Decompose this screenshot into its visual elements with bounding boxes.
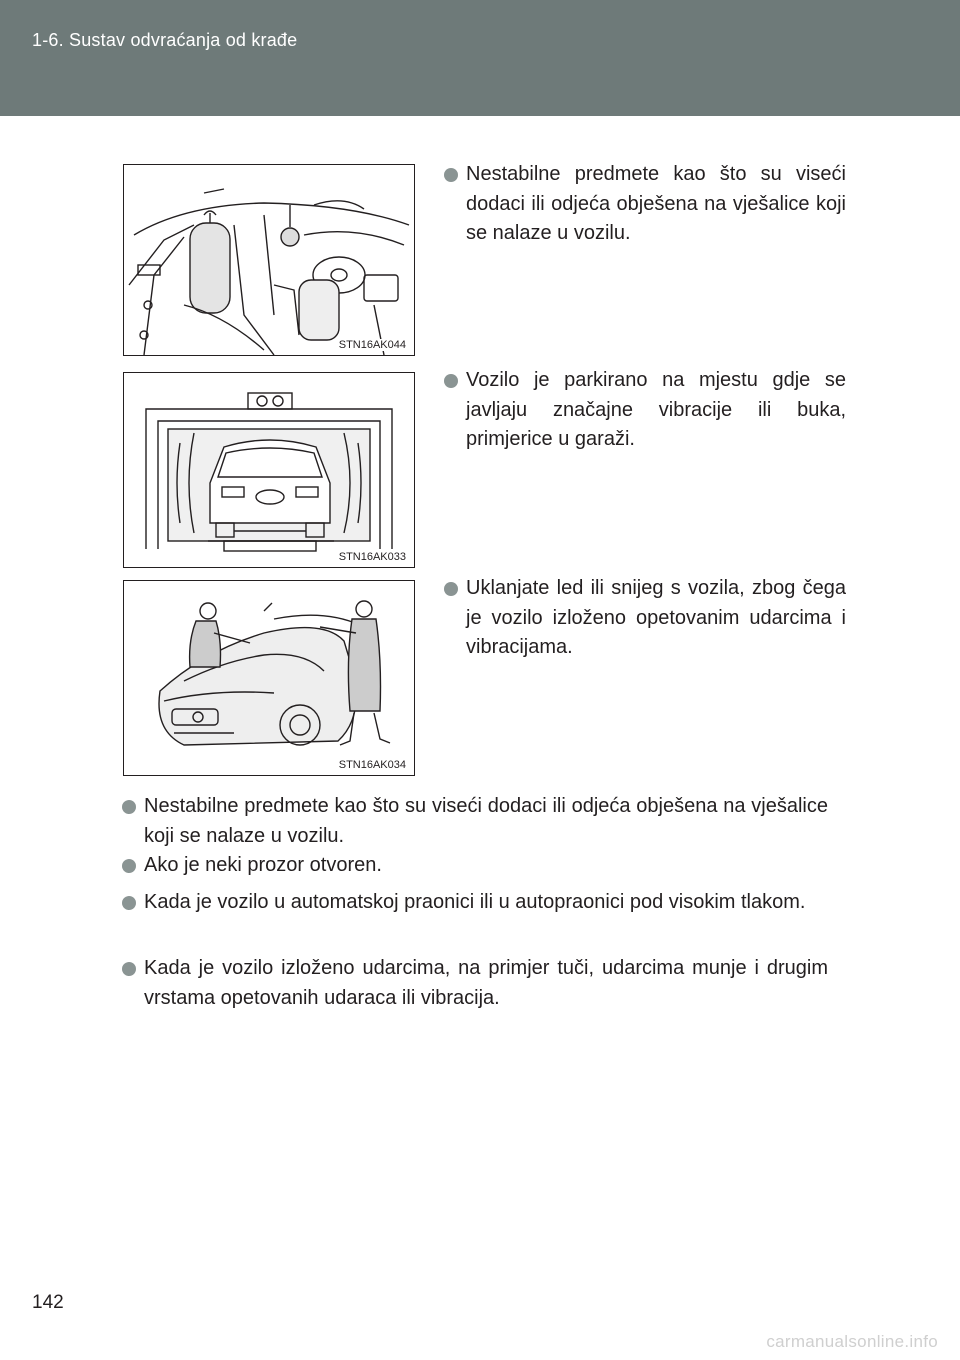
bullet-dot-icon	[122, 896, 136, 910]
bullet-dot-icon	[444, 374, 458, 388]
main-bullet-car-wash	[122, 888, 828, 918]
bullet-text: Vozilo je parkirano na mjestu gdje se javljaju značajne vibracije ili buka, primjerice u garaži.	[466, 369, 846, 450]
garage-illustration	[124, 373, 414, 567]
main-bullet-hanging-items	[122, 792, 828, 851]
side-bullet-garage	[444, 366, 846, 455]
section-title: 1-6. Sustav odvraćanja od krađe	[32, 30, 298, 50]
figure-code: STN16AK044	[338, 339, 406, 351]
side-bullet-snow	[444, 574, 846, 663]
bullet-text: Uklanjate led ili snijeg s vozila, zbog čega je vozilo izloženo opetovanim udarcima i vibracijama.	[466, 577, 846, 658]
bullet-text: Ako je neki prozor otvoren.	[144, 854, 382, 876]
figure-code: STN16AK033	[338, 551, 406, 563]
side-bullet-hanging-items	[444, 160, 846, 249]
interior-illustration	[124, 165, 414, 355]
bullet-text: Kada je vozilo u automatskoj praonici ili u autopraonici pod visokim tlakom.	[144, 891, 806, 913]
bullet-dot-icon	[122, 962, 136, 976]
figure-code: STN16AK034	[338, 759, 406, 771]
figure-interior-hanging-items	[123, 164, 415, 356]
bullet-dot-icon	[122, 859, 136, 873]
snow-removal-illustration	[124, 581, 414, 775]
figure-snow-removal	[123, 580, 415, 776]
bullet-dot-icon	[444, 168, 458, 182]
bullet-text: Kada je vozilo izloženo udarcima, na primjer tuči, udarcima munje i drugim vrstama opetovanih udaraca ili vibracija.	[144, 957, 828, 1009]
page-header	[0, 0, 960, 116]
watermark: carmanualsonline.info	[766, 1332, 938, 1351]
main-bullet-impacts	[122, 954, 828, 1013]
bullet-dot-icon	[122, 800, 136, 814]
bullet-text: Nestabilne predmete kao što su viseći dodaci ili odjeća obješena na vješalice koji se nalaze u vozilu.	[144, 795, 828, 847]
bullet-text: Nestabilne predmete kao što su viseći dodaci ili odjeća obješena na vješalice koji se nalaze u vozilu.	[466, 163, 846, 244]
main-bullet-window-open	[122, 851, 828, 881]
figure-garage-vibration	[123, 372, 415, 568]
bullet-dot-icon	[444, 582, 458, 596]
page-number: 142	[32, 1292, 64, 1313]
